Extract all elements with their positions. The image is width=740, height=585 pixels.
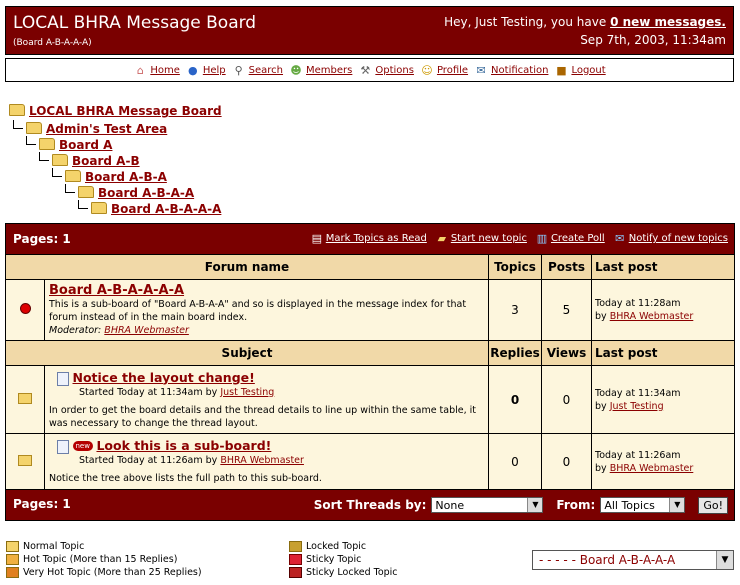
tree-row xyxy=(9,136,222,152)
header-banner xyxy=(5,6,734,55)
folder-icon xyxy=(39,138,55,150)
wrench-icon: ⚒ xyxy=(360,63,371,77)
col-posts: Posts xyxy=(542,255,592,280)
thread-row: Notice the layout change! Started Today at 11:34am by Just Testing In order to get the board details and the thread details to line up within the same table, it was necessary to change the thread layout. 0 0 Today at 11:34am by Just Testing xyxy=(6,366,735,434)
jump-to-select[interactable]: - - - - - Board A-B-A-A-A ▼ xyxy=(532,550,734,570)
tree-row xyxy=(9,200,222,216)
tree-link[interactable]: Board A-B-A xyxy=(85,170,167,184)
tree-row xyxy=(9,120,222,136)
new-badge: new xyxy=(73,441,93,451)
board-path: (Board A-B-A-A-A) xyxy=(13,38,92,48)
tree-row xyxy=(9,152,222,168)
normal-topic-icon xyxy=(6,541,19,552)
notify-button[interactable]: ✉ Notify of new topics xyxy=(613,232,728,245)
dropdown-arrow-icon: ▼ xyxy=(716,551,733,569)
person-icon: ☺ xyxy=(421,63,433,77)
pages-label: Pages: 1 xyxy=(13,496,71,511)
nav-bar xyxy=(5,58,734,82)
subboard-link[interactable]: Board A-B-A-A-A-A xyxy=(49,283,185,298)
from-label: From: xyxy=(556,498,596,512)
folder-icon xyxy=(9,104,25,116)
nav-notification[interactable]: ✉ Notification xyxy=(474,64,548,77)
document-icon xyxy=(57,372,69,386)
replies-count: 0 xyxy=(489,366,542,434)
sticky-locked-topic-icon xyxy=(289,567,302,578)
forum-header-row xyxy=(6,255,735,280)
thread-excerpt: Notice the tree above lists the full path to this sub-board. xyxy=(49,473,322,484)
dropdown-arrow-icon: ▼ xyxy=(669,498,684,512)
locked-topic-icon xyxy=(289,541,302,552)
globe-icon: ● xyxy=(188,63,198,77)
col-last-post: Last post xyxy=(592,255,735,280)
tree-row xyxy=(9,168,222,184)
new-topic-icon: ▰ xyxy=(437,232,447,245)
posts-count: 5 xyxy=(542,280,592,341)
folder-icon xyxy=(18,393,32,404)
thread-author-link[interactable]: Just Testing xyxy=(220,386,275,398)
legend-left: Normal Topic Hot Topic (More than 15 Replies) Very Hot Topic (More than 25 Replies) xyxy=(6,540,202,579)
thread-row: new Look this is a sub-board! Started Today at 11:26am by BHRA Webmaster Notice the tree above lists the full path to this sub-board. 0 0 Today at 11:26am by BHRA Webmaster xyxy=(6,434,735,490)
tree-link[interactable]: Board A-B-A-A xyxy=(98,186,195,200)
logout-icon: ■ xyxy=(556,63,567,77)
create-poll-button[interactable]: ▥ Create Poll xyxy=(536,232,605,245)
views-count: 0 xyxy=(542,434,592,490)
notify-icon: ✉ xyxy=(615,232,625,245)
sticky-topic-icon xyxy=(289,554,302,565)
pages-label: Pages: 1 xyxy=(13,232,71,246)
new-posts-icon xyxy=(20,303,31,314)
message-index-table xyxy=(5,223,735,521)
new-topic-button[interactable]: ▰ Start new topic xyxy=(435,232,527,245)
very-hot-topic-icon xyxy=(6,567,19,578)
col-thread-last-post: Last post xyxy=(592,341,735,366)
mark-read-button[interactable]: ▤ Mark Topics as Read xyxy=(311,232,427,245)
folder-icon xyxy=(26,122,42,134)
last-post-time: Today at 11:26am xyxy=(595,449,681,461)
thread-excerpt: In order to get the board details and the thread details to line up within the same table, it was necessary to change the thread layout. xyxy=(49,404,477,429)
tree-link[interactable]: Board A-B-A-A-A xyxy=(111,202,222,216)
last-post-author[interactable]: BHRA Webmaster xyxy=(609,462,694,474)
replies-count: 0 xyxy=(489,434,542,490)
top-bar xyxy=(6,224,735,255)
thread-header-row xyxy=(6,341,735,366)
tree-link[interactable]: Admin's Test Area xyxy=(46,122,168,136)
forum-row: Board A-B-A-A-A-A This is a sub-board of "Board A-B-A-A" and so is displayed in the message index for that forum instead of in the main board index. Moderator: BHRA Webmaster 3 5 Today at 11:28am by BHRA Webmaster xyxy=(6,280,735,341)
last-post-author[interactable]: Just Testing xyxy=(609,400,664,412)
last-post-time: Today at 11:34am xyxy=(595,387,681,399)
sort-select[interactable]: None ▼ xyxy=(431,497,543,513)
thread-title-link[interactable]: Notice the layout change! xyxy=(72,369,255,385)
nav-options[interactable]: ⚒ Options xyxy=(358,64,414,77)
board-tree xyxy=(9,104,222,216)
home-icon: ⌂ xyxy=(136,63,144,77)
last-post-author[interactable]: BHRA Webmaster xyxy=(609,311,694,322)
col-topics: Topics xyxy=(489,255,542,280)
members-icon: ☻ xyxy=(290,63,302,77)
topics-count: 3 xyxy=(489,280,542,341)
col-subject: Subject xyxy=(6,341,489,366)
nav-home[interactable]: ⌂ Home xyxy=(133,64,180,77)
notification-icon: ✉ xyxy=(476,63,486,77)
moderator-link[interactable]: BHRA Webmaster xyxy=(104,325,189,336)
tree-link[interactable]: LOCAL BHRA Message Board xyxy=(29,104,222,118)
go-button[interactable]: Go! xyxy=(698,497,728,514)
magnifier-icon: ⚲ xyxy=(234,63,243,77)
last-post-time: Today at 11:28am xyxy=(595,298,681,309)
tree-link[interactable]: Board A-B xyxy=(72,154,140,168)
mark-read-icon: ▤ xyxy=(311,232,322,245)
col-forum-name: Forum name xyxy=(6,255,489,280)
nav-members[interactable]: ☻ Members xyxy=(290,63,353,77)
thread-author-link[interactable]: BHRA Webmaster xyxy=(220,455,304,466)
hot-topic-icon xyxy=(6,554,19,565)
nav-profile[interactable]: ☺ Profile xyxy=(421,63,469,77)
nav-logout[interactable]: ■ Logout xyxy=(556,63,606,77)
views-count: 0 xyxy=(542,366,592,434)
greeting: Hey, Just Testing, you have 0 new messages. xyxy=(444,15,726,29)
from-select[interactable]: All Topics ▼ xyxy=(600,497,685,513)
tree-link[interactable]: Board A xyxy=(59,138,113,152)
bottom-bar xyxy=(6,490,735,521)
thread-title-link[interactable]: Look this is a sub-board! xyxy=(96,438,272,453)
folder-icon xyxy=(78,186,94,198)
document-icon xyxy=(57,440,69,454)
col-views: Views xyxy=(542,341,592,366)
dropdown-arrow-icon: ▼ xyxy=(527,498,542,512)
current-datetime: Sep 7th, 2003, 11:34am xyxy=(580,33,726,47)
col-replies: Replies xyxy=(489,341,542,366)
subboard-description: This is a sub-board of "Board A-B-A-A" and so is displayed in the message index for that forum instead of in the main board index. xyxy=(49,299,467,323)
sort-label: Sort Threads by: xyxy=(313,498,427,512)
tree-row xyxy=(9,184,222,200)
folder-icon xyxy=(91,202,107,214)
poll-icon: ▥ xyxy=(536,232,548,245)
tree-row xyxy=(9,104,222,120)
nav-search[interactable]: ⚲ Search xyxy=(232,64,283,77)
folder-icon xyxy=(52,154,68,166)
new-messages-link[interactable]: 0 new messages. xyxy=(610,15,726,29)
site-title: LOCAL BHRA Message Board xyxy=(13,13,257,33)
legend-right: Locked Topic Sticky Topic Sticky Locked Topic xyxy=(289,540,398,579)
folder-icon xyxy=(18,455,32,466)
folder-icon xyxy=(65,170,81,182)
nav-help[interactable]: ● Help xyxy=(186,64,226,77)
